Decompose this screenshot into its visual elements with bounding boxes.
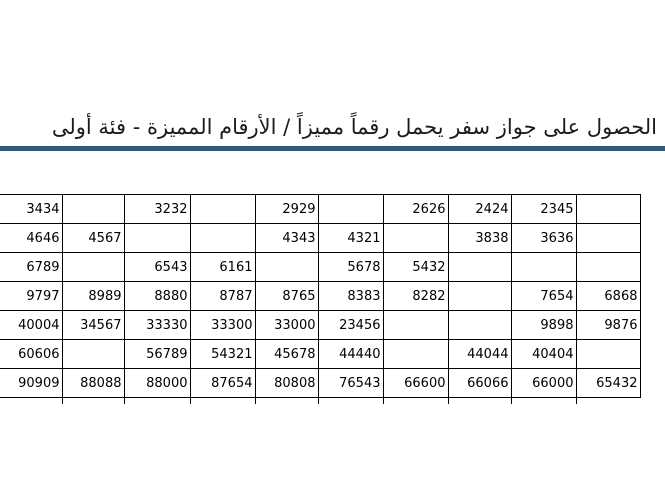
table-row — [0, 253, 640, 282]
table-cell: 2626 — [383, 195, 448, 224]
table-cell: 8880 — [124, 282, 190, 311]
table-cell — [62, 253, 124, 282]
table-cell: 40404 — [511, 340, 576, 369]
table-cell: 6789 — [0, 253, 62, 282]
table-cell: 9876 — [576, 311, 640, 340]
table-cell: 6161 — [190, 253, 255, 282]
table-row — [0, 311, 640, 340]
table-cell — [62, 340, 124, 369]
table-cell: 45678 — [255, 340, 318, 369]
table-cell — [62, 398, 124, 405]
table-cell: 40004 — [0, 311, 62, 340]
table-row-continuation — [0, 398, 640, 405]
table-cell: 33330 — [124, 311, 190, 340]
table-cell: 9797 — [0, 282, 62, 311]
table-cell: 8787 — [190, 282, 255, 311]
table-cell: 6543 — [124, 253, 190, 282]
table-cell: 33300 — [190, 311, 255, 340]
table-cell: 4646 — [0, 224, 62, 253]
table-cell — [576, 398, 640, 405]
table-cell — [383, 311, 448, 340]
table-cell: 23456 — [318, 311, 383, 340]
table-cell: 8989 — [62, 282, 124, 311]
table-cell — [576, 224, 640, 253]
table-cell — [576, 253, 640, 282]
table-cell: 60606 — [0, 340, 62, 369]
table-cell: 8765 — [255, 282, 318, 311]
table-cell: 54321 — [190, 340, 255, 369]
table-cell: 7654 — [511, 282, 576, 311]
table-row — [0, 369, 640, 398]
table-cell — [190, 195, 255, 224]
table-cell: 2424 — [448, 195, 511, 224]
table-cell: 66600 — [383, 369, 448, 398]
table-cell: 6868 — [576, 282, 640, 311]
table-cell: 34567 — [62, 311, 124, 340]
table-cell: 88000 — [124, 369, 190, 398]
table-cell: 76543 — [318, 369, 383, 398]
table-cell: 3434 — [0, 195, 62, 224]
table-row — [0, 282, 640, 311]
table-cell: 90909 — [0, 369, 62, 398]
table-cell — [576, 195, 640, 224]
title-underline — [0, 146, 665, 151]
table-cell — [318, 398, 383, 405]
table-cell: 8282 — [383, 282, 448, 311]
table-cell: 66000 — [511, 369, 576, 398]
table-cell: 65432 — [576, 369, 640, 398]
table-cell: 2345 — [511, 195, 576, 224]
table-cell: 9898 — [511, 311, 576, 340]
table-cell: 66066 — [448, 369, 511, 398]
table-cell — [383, 340, 448, 369]
table-cell — [448, 253, 511, 282]
table-cell: 3232 — [124, 195, 190, 224]
table-cell: 4343 — [255, 224, 318, 253]
table-cell — [255, 398, 318, 405]
table-cell: 2929 — [255, 195, 318, 224]
table-cell: 5678 — [318, 253, 383, 282]
table-cell: 88088 — [62, 369, 124, 398]
table-cell: 80808 — [255, 369, 318, 398]
table-cell: 33000 — [255, 311, 318, 340]
table-cell — [318, 195, 383, 224]
table-cell — [511, 398, 576, 405]
table-cell: 8383 — [318, 282, 383, 311]
table-cell — [124, 224, 190, 253]
table-cell: 44044 — [448, 340, 511, 369]
table-cell — [190, 398, 255, 405]
table-cell: 4567 — [62, 224, 124, 253]
table-cell — [448, 311, 511, 340]
table-cell: 5432 — [383, 253, 448, 282]
table-cell — [511, 253, 576, 282]
table-cell: 4321 — [318, 224, 383, 253]
table-cell — [0, 398, 62, 405]
table-cell — [576, 340, 640, 369]
table-cell: 3636 — [511, 224, 576, 253]
table-cell: 3838 — [448, 224, 511, 253]
numbers-table — [0, 194, 641, 404]
table-cell — [124, 398, 190, 405]
table-cell — [255, 253, 318, 282]
table-row — [0, 340, 640, 369]
table-row — [0, 224, 640, 253]
table-cell: 87654 — [190, 369, 255, 398]
table-cell — [448, 398, 511, 405]
page-title: الحصول على جواز سفر يحمل رقماً مميزاً / الأرقام المميزة - فئة أولى — [51, 115, 657, 139]
table-cell — [383, 398, 448, 405]
table-cell: 44440 — [318, 340, 383, 369]
table-cell — [190, 224, 255, 253]
table-row — [0, 195, 640, 224]
table-cell: 56789 — [124, 340, 190, 369]
table-cell — [62, 195, 124, 224]
table-cell — [383, 224, 448, 253]
table-cell — [448, 282, 511, 311]
